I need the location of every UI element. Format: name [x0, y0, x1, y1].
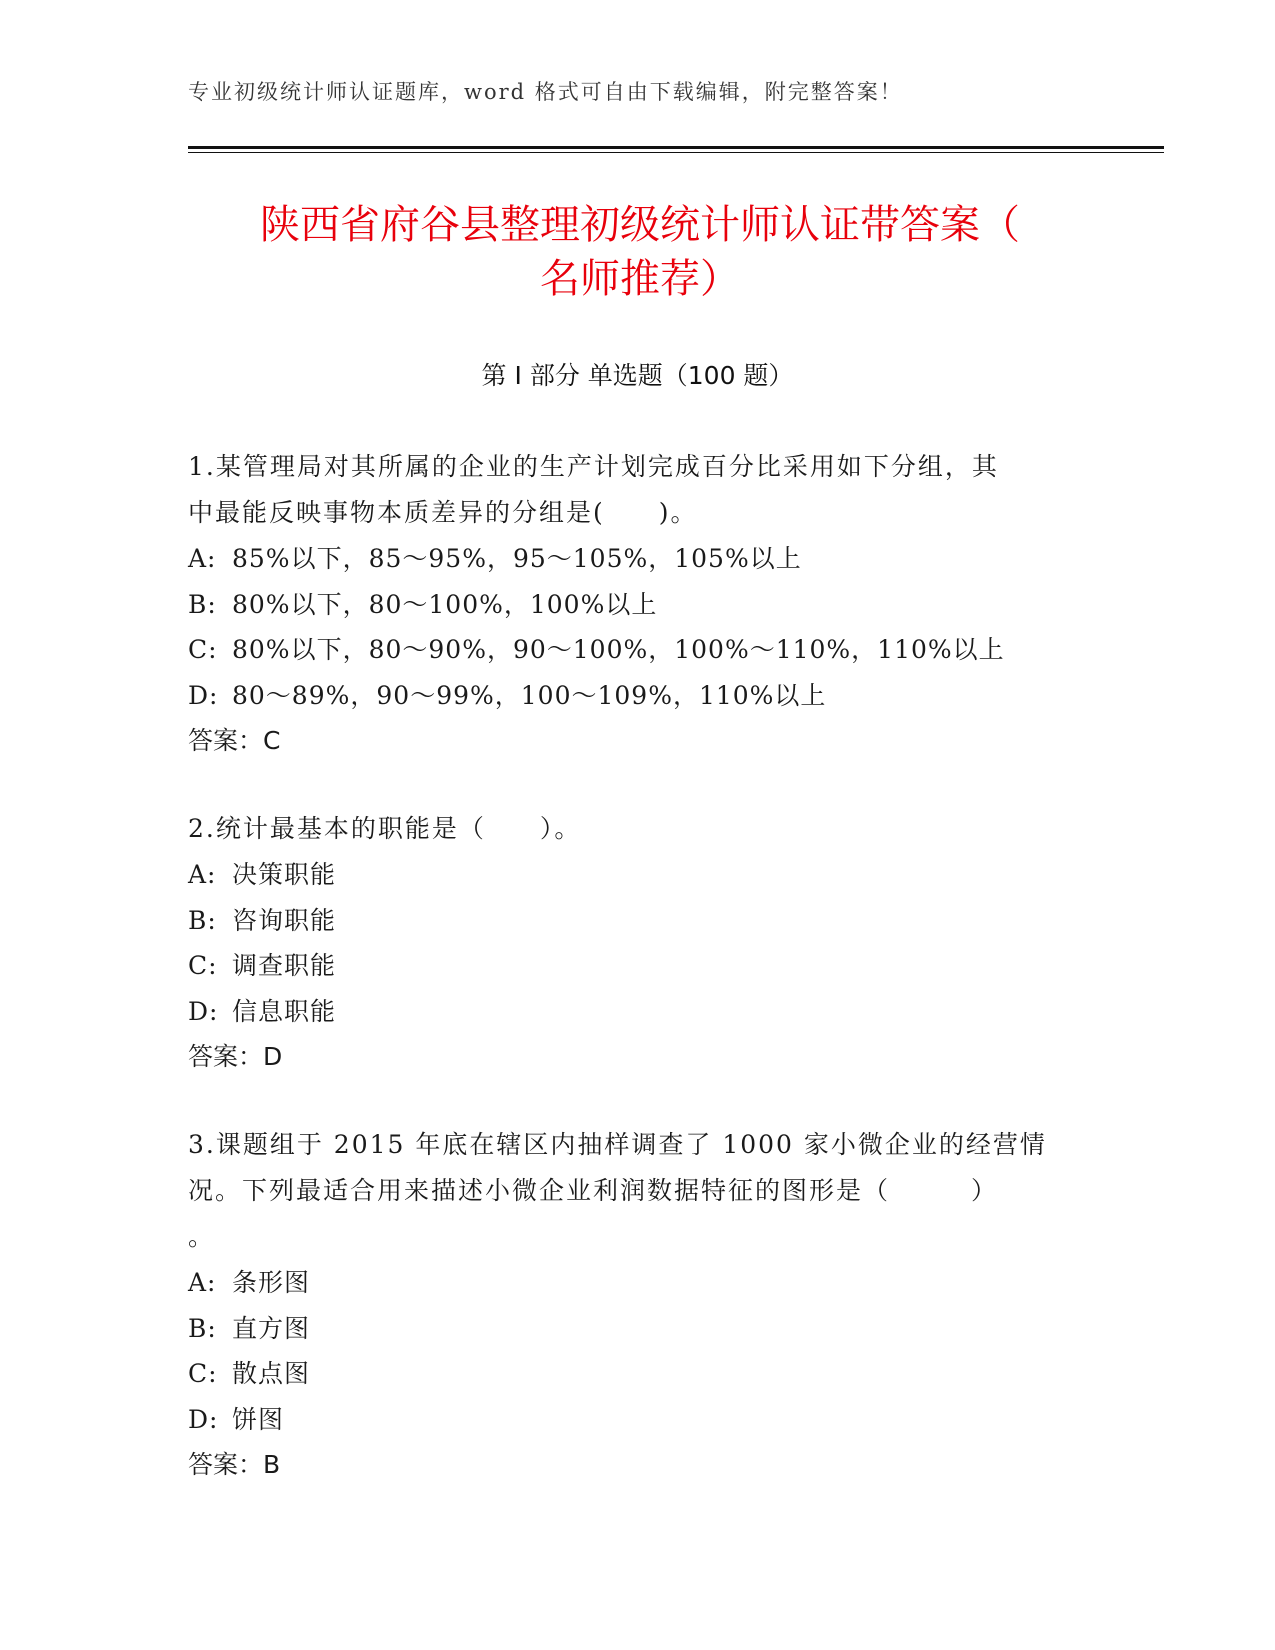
option-text: 调查职能	[232, 951, 337, 980]
question-text	[188, 1122, 1088, 1260]
question-3	[188, 1122, 1088, 1488]
option-a	[188, 1260, 1088, 1306]
option-b	[188, 898, 1088, 944]
answer-text: 答案：B	[188, 1450, 281, 1479]
option-text: 散点图	[232, 1359, 311, 1388]
question-text-line: 中最能反映事物本质差异的分组是( )。	[188, 498, 698, 527]
section-title: 第 I 部分 单选题（100 题）	[481, 361, 794, 390]
document-title-line2: 名师推荐）	[540, 256, 740, 302]
option-text: 85%以下，85～95%，95～105%，105%以上	[232, 544, 802, 573]
question-text	[188, 444, 1088, 536]
option-d	[188, 989, 1088, 1035]
option-a	[188, 852, 1088, 898]
option-text: 80～89%，90～99%，100～109%，110%以上	[232, 680, 827, 710]
page-header-text: 专业初级统计师认证题库，word 格式可自由下载编辑，附完整答案！	[188, 80, 903, 104]
option-a	[188, 536, 1088, 582]
option-c	[188, 943, 1088, 989]
header-rule-thick	[188, 146, 1164, 149]
option-letter: A:	[188, 544, 217, 573]
question-1	[188, 444, 1088, 764]
answer-text: 答案：D	[188, 1042, 283, 1071]
option-letter: C:	[188, 1359, 218, 1388]
question-text-line: 况。下列最适合用来描述小微企业利润数据特征的图形是（ ）	[188, 1176, 999, 1205]
option-letter: A:	[188, 860, 217, 889]
option-text: 信息职能	[232, 996, 337, 1026]
question-text-line: 1.某管理局对其所属的企业的生产计划完成百分比采用如下分组，其	[188, 452, 999, 481]
option-letter: D:	[188, 996, 219, 1026]
option-text: 直方图	[232, 1313, 311, 1343]
answer-text: 答案：C	[188, 726, 281, 755]
option-letter: B:	[188, 1313, 217, 1343]
question-text	[188, 806, 1088, 852]
question-text-line: 。	[188, 1222, 216, 1251]
option-text: 条形图	[232, 1268, 311, 1297]
option-d	[188, 1397, 1088, 1443]
option-text: 80%以下，80～100%，100%以上	[232, 589, 658, 619]
option-c	[188, 627, 1088, 673]
header-rule-thin	[188, 152, 1164, 153]
document-title	[150, 198, 1130, 306]
option-c	[188, 1351, 1088, 1397]
option-b	[188, 582, 1088, 628]
option-text: 咨询职能	[232, 905, 337, 935]
option-text: 饼图	[232, 1404, 285, 1434]
option-text: 决策职能	[232, 860, 337, 889]
option-letter: A:	[188, 1268, 217, 1297]
option-letter: C:	[188, 635, 218, 664]
question-list	[188, 444, 1088, 1530]
option-letter: B:	[188, 589, 217, 619]
option-b	[188, 1306, 1088, 1352]
option-text: 80%以下，80～90%，90～100%，100%～110%，110%以上	[232, 635, 1005, 664]
question-text-line: 3.课题组于 2015 年底在辖区内抽样调查了 1000 家小微企业的经营情	[188, 1130, 1047, 1159]
document-title-line1: 陕西省府谷县整理初级统计师认证带答案（	[260, 202, 1020, 248]
option-letter: D:	[188, 1404, 219, 1434]
option-letter: C:	[188, 951, 218, 980]
option-letter: B:	[188, 905, 217, 935]
question-2	[188, 806, 1088, 1080]
option-d	[188, 673, 1088, 719]
question-text-line: 2.统计最基本的职能是（ ）。	[188, 814, 582, 843]
option-letter: D:	[188, 680, 219, 710]
